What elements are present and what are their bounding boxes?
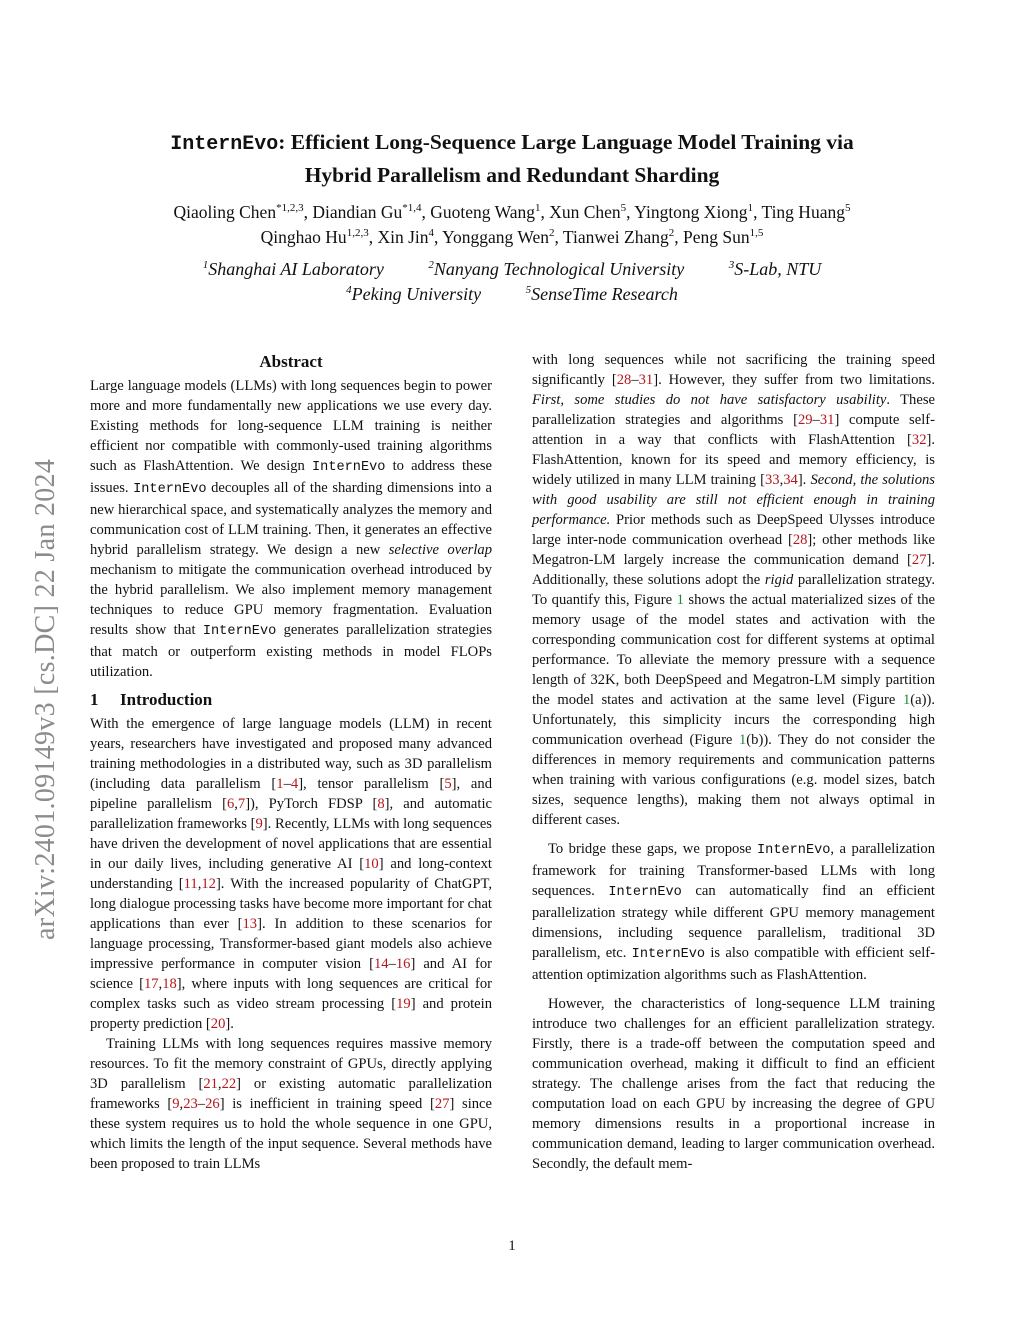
left-column [90, 350, 492, 1174]
citation-link[interactable]: 32 [911, 432, 927, 448]
author-affil-marker: 2 [668, 227, 675, 240]
citation-link[interactable]: 12 [201, 876, 216, 892]
abstract-heading: Abstract [259, 352, 323, 371]
author-name: Tianwei Zhang [562, 227, 669, 247]
citation-link[interactable]: 7 [237, 796, 246, 812]
affiliation-name: Nanyang Technological University [433, 259, 685, 279]
affiliation-number: 1 [202, 259, 209, 271]
author-name: Yingtong Xiong [634, 202, 748, 222]
author-name: Diandian Gu [312, 202, 403, 222]
section-title: Introduction [120, 690, 213, 709]
citation-link[interactable]: 27 [911, 552, 927, 568]
citation-link[interactable]: 31 [819, 412, 835, 428]
figure-link[interactable]: 1 [902, 692, 911, 708]
author-affil-marker: 1 [747, 202, 754, 215]
citation-link[interactable]: 17 [143, 976, 159, 992]
citation-link[interactable]: 22 [221, 1076, 237, 1092]
author-affil-marker: *1,4 [402, 202, 422, 215]
affiliation-number: 2 [428, 259, 434, 271]
affiliation-list [80, 257, 944, 307]
citation-link[interactable]: 31 [638, 372, 654, 388]
affiliation-name: SenseTime Research [531, 284, 678, 304]
citation-link[interactable]: 27 [434, 1096, 450, 1112]
intro-paragraph-3: with long sequences while not sacrificing the training speed significantly [28–31]. However, they suffer from two limitations. First, some studies do not have satisfactory usability. These parallelization strategies and algorithms [29–31] compute self-attention in a way that conflicts with FlashAttention [32]. FlashAttention, known for its speed and memory efficiency, is widely utilized in many LLM training [33,34]. Second, the solutions with good usability are still not efficient enough in training performance. Prior methods such as DeepSpeed Ulysses introduce large inter-node communication overhead [28]; other methods like Megatron-LM largely increase the communication demand [27]. Additionally, these solutions adopt the rigid parallelization strategy. To quantify this, Figure 1 shows the actual materialized sizes of the memory usage of the model states and activation with the corresponding communication cost for different systems at optimal performance. To alleviate the memory pressure with a sequence length of 32K, both DeepSpeed and Megatron-LM simply partition the model states and activation at the same level (Figure 1(a)). Unfortunately, this simplicity incurs the corresponding high communication overhead (Figure 1(b)). They do not consider the differences in memory requirements and communication patterns when training with various configurations (e.g. model sizes, batch sizes, sequence lengths), making them not always optimal in different cases. [532, 352, 936, 828]
author-list: Qiaoling Chen$^{*1,2,3}$, Diandian Gu$^{*1,4}$, Guoteng Wang$^1$, Xun Chen$^5$, Yingtong Xiong$^1$, Ting Huang$^5$ Qinghao Hu$^{1,2,3}$, Xin Jin$^4$, Yonggang Wen$^2$, Tianwei Zhang$^2$, Peng Sun$^{1,5}$ [173, 202, 851, 247]
title-line1: : Efficient Long-Sequence Large Language Model Training via [278, 130, 854, 154]
author-affil-marker: 2 [548, 227, 555, 240]
citation-link[interactable]: 21 [203, 1076, 218, 1092]
citation-link[interactable]: 28 [792, 532, 808, 548]
author-name: Xun Chen [549, 202, 621, 222]
system-name: InternEvo [312, 460, 386, 475]
author-affil-marker: 5 [844, 202, 851, 215]
citation-link[interactable]: 29 [797, 412, 813, 428]
affiliation [526, 282, 678, 307]
section-number: 1 [90, 690, 99, 709]
system-name: InternEvo [202, 624, 277, 639]
citation-link[interactable]: 16 [395, 956, 411, 972]
title-line2: Hybrid Parallelism and Redundant Sharding [304, 163, 720, 187]
emphasis: First, some studies do not have satisfactory usability [532, 392, 887, 408]
citation-link[interactable]: 10 [364, 856, 379, 872]
affiliation [346, 282, 481, 307]
citation-link[interactable]: 23 [183, 1096, 198, 1112]
arxiv-identifier[interactable]: arXiv:2401.09149v3 [cs.DC] 22 Jan 2024 [30, 458, 61, 940]
citation-link[interactable]: 8 [377, 796, 385, 812]
citation-link[interactable]: 33 [764, 472, 780, 488]
affiliation-name: Shanghai AI Laboratory [208, 259, 384, 279]
citation-link[interactable]: 28 [616, 372, 632, 388]
citation-link[interactable]: 34 [783, 472, 798, 488]
affiliation [203, 257, 384, 282]
intro-paragraph-5: However, the characteristics of long-sequence LLM training introduce two challenges for an efficient parallelization strategy. Firstly, there is a trade-off between the computation speed and communication overhead, making it difficult to find an efficient strategy. The challenge arises from the fact that reducing the computation load on each GPU by increasing the degree of GPU memory dimensions results in a proportional increase in communication demand, leading to larger communication overhead. Secondly, the default mem- [532, 996, 935, 1172]
paper-title [100, 127, 924, 190]
intro-paragraph-4: To bridge these gaps, we propose InternEvo, a parallelization framework for training Transformer-based LLMs with long sequences. InternEvo can automatically find an efficient parallelization strategy while different GPU memory management dimensions, including sequence parallelism, traditional 3D parallelism, etc. InternEvo is also compatible with efficient self-attention optimization algorithms such as FlashAttention. [532, 841, 935, 983]
citation-link[interactable]: 6 [226, 796, 235, 812]
affiliation-number: 5 [525, 284, 532, 296]
page-number: 1 [508, 1238, 516, 1254]
author-affil-marker: 5 [620, 202, 627, 215]
intro-paragraph-1: With the emergence of large language models (LLM) in recent years, researchers have investigated and proposed many advanced training methodologies in a distributed way, such as 3D parallelism (including data parallelism [1–4], tensor parallelism [5], and pipeline parallelism [6,7]), PyTorch FDSP [8], and automatic parallelization frameworks [9]. Recently, LLMs with long sequences have driven the development of novel applications that are essential in our daily lives, including generative AI [10] and long-context understanding [11,12]. With the increased popularity of ChatGPT, long dialogue processing tasks have become more important for chat applications than ever [13]. In addition to these scenarios for language processing, Transformer-based giant models also achieve impressive performance in computer vision [14–16] and AI for science [17,18], where inputs with long sequences are critical for complex tasks such as video stream processing [19] and protein property prediction [20]. [90, 716, 493, 1032]
author-name: Guoteng Wang [430, 202, 535, 222]
citation-link[interactable]: 18 [162, 976, 177, 992]
citation-link[interactable]: 19 [396, 996, 411, 1012]
figure-link[interactable]: 1 [676, 592, 684, 608]
author-name: Xin Jin [377, 227, 429, 247]
author-name: Peng Sun [682, 227, 750, 247]
affiliation-number: 4 [346, 284, 352, 296]
right-column [532, 350, 935, 1174]
citation-link[interactable]: 9 [172, 1096, 180, 1112]
author-name: Ting Huang [761, 202, 845, 222]
citation-link[interactable]: 26 [205, 1096, 220, 1112]
citation-link[interactable]: 20 [210, 1016, 226, 1032]
author-affil-marker: 4 [428, 227, 434, 240]
author-name: Yonggang Wen [442, 227, 549, 247]
affiliation [428, 257, 684, 282]
system-name: InternEvo [608, 885, 682, 900]
title-system-name: InternEvo [170, 133, 279, 156]
citation-link[interactable]: 13 [242, 916, 258, 932]
emphasis: Second, the solutions with good usability are still not efficient enough in training performance. [532, 472, 935, 528]
figure-link[interactable]: 1 [739, 732, 747, 748]
affiliation-name: Peking University [351, 284, 482, 304]
affiliation [729, 257, 822, 282]
emphasis: selective overlap [388, 542, 492, 558]
abstract-text: Large language models (LLMs) with long sequences begin to power more and more fundamentally new applications we use every day. Existing methods for long-sequence LLM training is neither efficient nor compatible with commonly-used training algorithms such as FlashAttention. We design InternEvo to address these issues. InternEvo decouples all of the sharding dimensions into a new hierarchical space, and systematically analyzes the memory and communication cost of LLM training. Then, it generates an effective hybrid parallelism strategy. We design a new selective overlap mechanism to mitigate the communication overhead introduced by the hybrid parallelism. We also implement memory management techniques to reduce GPU memory fragmentation. Evaluation results show that InternEvo generates parallelization strategies that match or outperform existing methods in model FLOPs utilization. [90, 378, 493, 680]
author-affil-marker: *1,2,3 [276, 202, 304, 215]
citation-link[interactable]: 4 [290, 776, 299, 792]
system-name: InternEvo [631, 947, 706, 962]
citation-link[interactable]: 11 [183, 876, 198, 892]
emphasis: rigid [764, 572, 794, 588]
citation-link[interactable]: 9 [255, 816, 263, 832]
author-affil-marker: 1 [534, 202, 541, 215]
author-name: Qinghao Hu [260, 227, 347, 247]
system-name: InternEvo [757, 843, 831, 858]
author-affil-marker: 1,5 [749, 227, 764, 240]
system-name: InternEvo [133, 482, 207, 497]
citation-link[interactable]: 14 [373, 956, 389, 972]
citation-link[interactable]: 1 [276, 776, 284, 792]
affiliation-name: S-Lab, NTU [734, 259, 822, 279]
section-heading-introduction [90, 688, 492, 712]
affiliation-number: 3 [728, 259, 735, 271]
author-name: Qiaoling Chen [173, 202, 277, 222]
intro-paragraph-2: Training LLMs with long sequences requires massive memory resources. To fit the memory constraint of GPUs, directly applying 3D parallelism [21,22] or existing automatic parallelization frameworks [9,23–26] is inefficient in training speed [27] since these system requires us to hold the whole sequence in one GPU, which limits the length of the input sequence. Several methods have been proposed to train LLMs [90, 1036, 493, 1172]
author-affil-marker: 1,2,3 [346, 227, 369, 240]
citation-link[interactable]: 5 [444, 776, 452, 792]
